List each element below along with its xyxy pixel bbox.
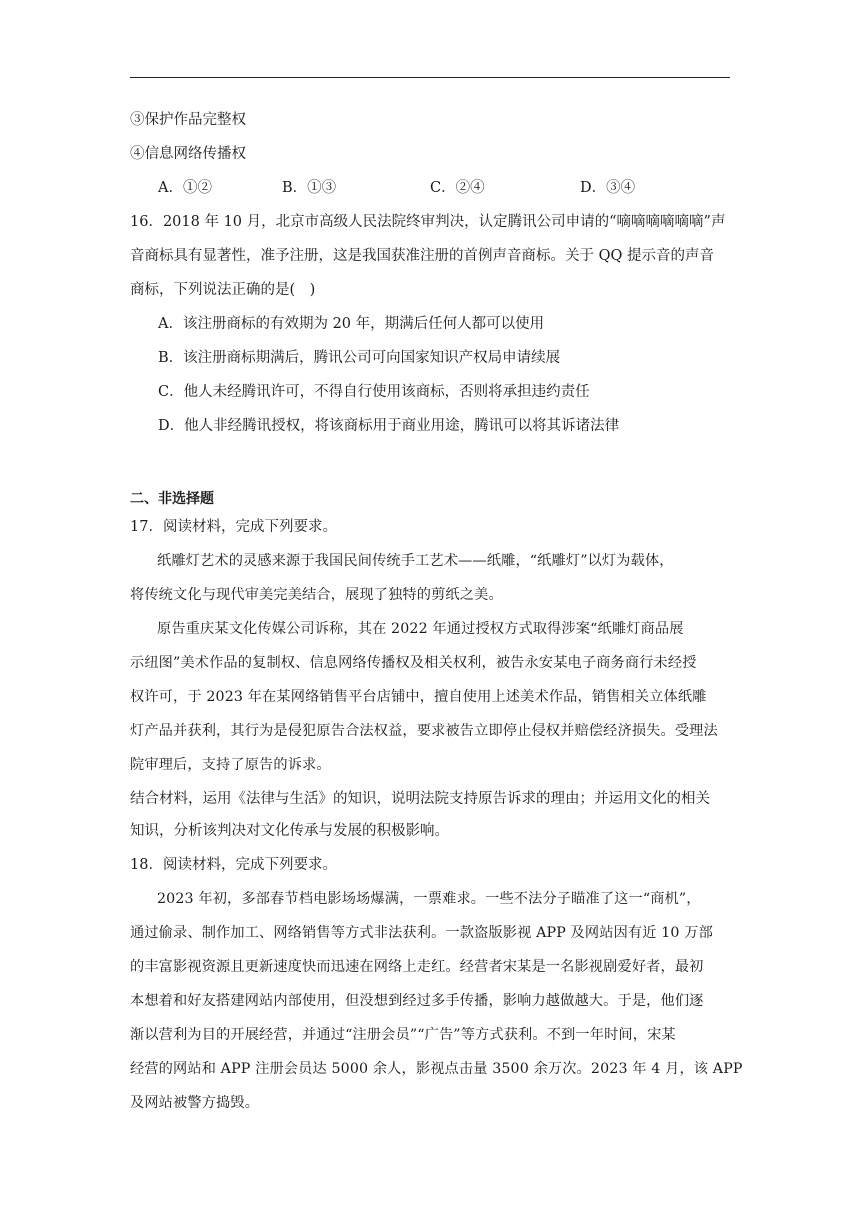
- q16-option-a: A．该注册商标的有效期为 20 年，期满后任何人都可以使用: [158, 316, 545, 332]
- q18-material-line: 及网站被警方捣毁。: [130, 1095, 260, 1111]
- section-heading: 二、非选择题: [130, 491, 214, 507]
- q18-material-line: 的丰富影视资源且更新速度快而迅速在网络上走红。经营者宋某是一名影视剧爱好者，最初: [130, 959, 704, 975]
- q15-option-b: B．①③: [282, 180, 337, 196]
- q17-intro: 17．阅读材料，完成下列要求。: [130, 519, 337, 535]
- q18-material-line: 渐以营利为目的开展经营，并通过“注册会员”“广告”等方式获利。不到一年时间，宋某: [130, 1027, 676, 1043]
- q18-intro: 18．阅读材料，完成下列要求。: [130, 857, 337, 873]
- q17-material-line: 原告重庆某文化传媒公司诉称，其在 2022 年通过授权方式取得涉案“纸雕灯商品展: [157, 621, 684, 637]
- q18-material-line: 本想着和好友搭建网站内部使用，但没想到经过多手传播，影响力越做越大。于是，他们逐: [130, 993, 704, 1009]
- q16-option-b: B．该注册商标期满后，腾讯公司可向国家知识产权局申请续展: [158, 350, 561, 366]
- q18-material-line: 2023 年初，多部春节档电影场场爆满，一票难求。一些不法分子瞄准了这一“商机”，: [157, 891, 701, 907]
- q17-question-line: 结合材料，运用《法律与生活》的知识，说明法院支持原告诉求的理由；并运用文化的相关: [130, 791, 710, 807]
- q15-item-3: ③保护作品完整权: [130, 112, 246, 128]
- q15-option-d: D．③④: [580, 180, 636, 196]
- q17-question-line: 知识，分析该判决对文化传承与发展的积极影响。: [130, 823, 449, 839]
- q15-option-c: C．②④: [430, 180, 485, 196]
- q16-stem-line: 16．2018 年 10 月，北京市高级人民法院终审判决，认定腾讯公司申请的“嘀嘀嘀嘀嘀嘀”声: [130, 214, 726, 230]
- q16-stem-line: 音商标具有显著性，准予注册，这是我国获准注册的首例声音商标。关于 QQ 提示音的声音: [130, 248, 714, 264]
- q17-material-line: 权许可，于 2023 年在某网络销售平台店铺中，擅自使用上述美术作品，销售相关立体纸雕: [130, 689, 707, 705]
- q17-material-line: 示纽图”美术作品的复制权、信息网络传播权及相关权利，被告永安某电子商务商行未经授: [130, 655, 697, 671]
- q17-material-line: 将传统文化与现代审美完美结合，展现了独特的剪纸之美。: [130, 587, 503, 603]
- q16-option-d: D．他人非经腾讯授权，将该商标用于商业用途，腾讯可以将其诉诸法律: [158, 418, 620, 434]
- q15-item-4: ④信息网络传播权: [130, 146, 246, 162]
- header-rule: [130, 77, 730, 78]
- q17-material-line: 院审理后，支持了原告的诉求。: [130, 757, 331, 773]
- q17-material-line: 灯产品并获利，其行为是侵犯原告合法权益，要求被告立即停止侵权并赔偿经济损失。受理法: [130, 723, 718, 739]
- q15-option-a: A．①②: [158, 180, 212, 196]
- q18-material-line: 通过偷录、制作加工、网络销售等方式非法获利。一款盗版影视 APP 及网站因有近 10 万部: [130, 925, 713, 941]
- q16-option-c: C．他人未经腾讯许可，不得自行使用该商标，否则将承担违约责任: [158, 384, 590, 400]
- q18-material-line: 经营的网站和 APP 注册会员达 5000 余人，影视点击量 3500 余万次。2023 年 4 月，该 APP: [130, 1061, 743, 1077]
- q16-stem-line: 商标，下列说法正确的是( ): [130, 282, 316, 298]
- q17-material-line: 纸雕灯艺术的灵感来源于我国民间传统手工艺术——纸雕，“纸雕灯”以灯为载体，: [157, 553, 674, 569]
